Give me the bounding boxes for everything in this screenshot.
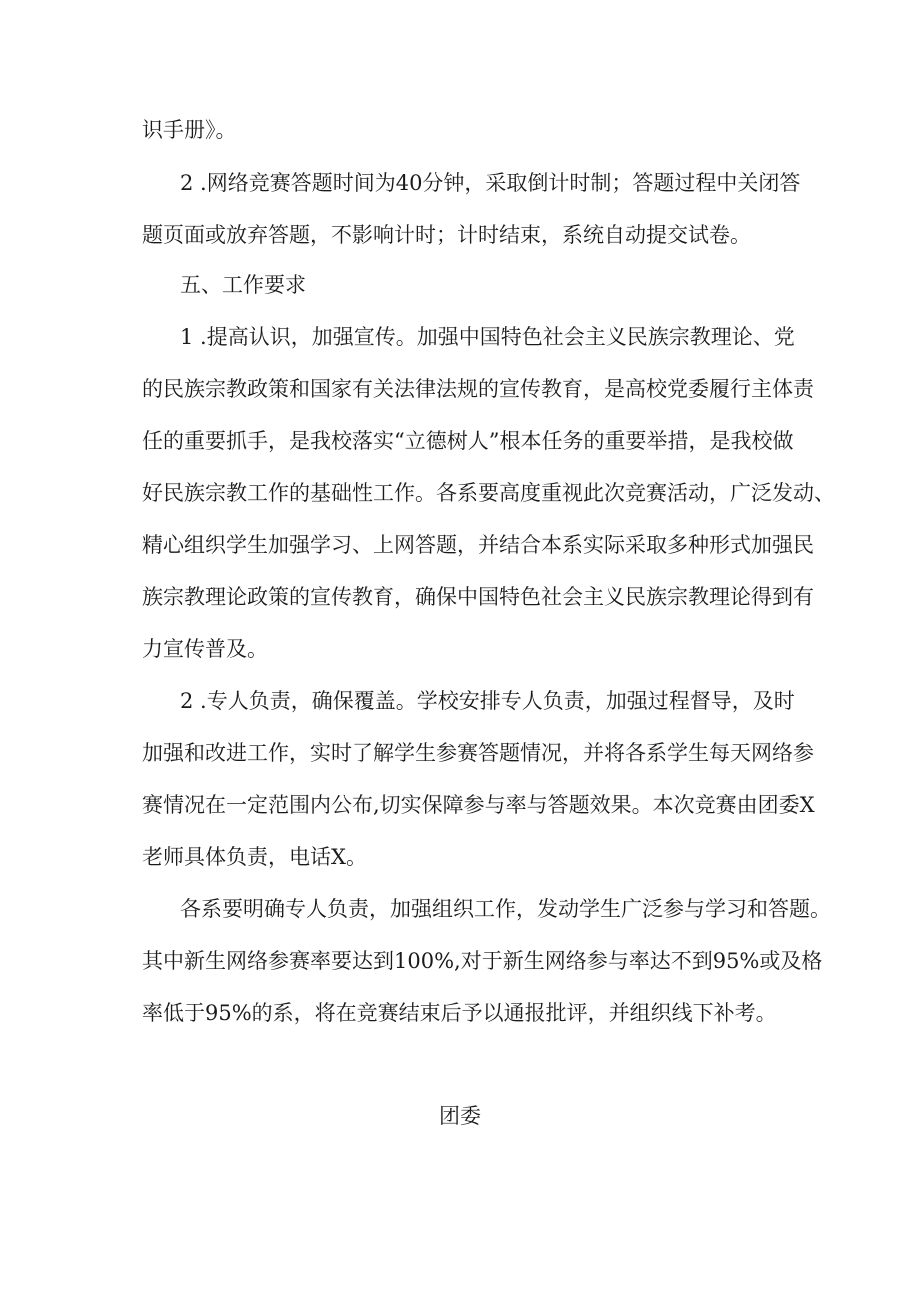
paragraph-line: 的民族宗教政策和国家有关法律法规的宣传教育，是高校党委履行主体责 xyxy=(142,377,814,401)
paragraph-line: 2 .网络竞赛答题时间为40分钟，采取倒计时制；答题过程中关闭答 xyxy=(180,171,801,195)
paragraph-line: 好民族宗教工作的基础性工作。各系要高度重视此次竞赛活动，广泛发动、 xyxy=(142,481,835,505)
paragraph-line: 识手册》。 xyxy=(142,118,237,142)
paragraph-line: 精心组织学生加强学习、上网答题，并结合本系实际采取多种形式加强民 xyxy=(142,533,814,557)
paragraph-line: 各系要明确专人负责，加强组织工作，发动学生广泛参与学习和答题。 xyxy=(180,897,831,921)
signature: 团委 xyxy=(439,1104,481,1128)
paragraph-line: 力宣传普及。 xyxy=(142,637,268,661)
paragraph-line: 老师具体负责，电话X。 xyxy=(142,845,367,869)
paragraph-line: 加强和改进工作，实时了解学生参赛答题情况，并将各系学生每天网络参 xyxy=(142,741,814,765)
paragraph-line: 赛情况在一定范围内公布,切实保障参与率与答题效果。本次竞赛由团委X xyxy=(142,793,815,817)
section-heading: 五、工作要求 xyxy=(180,273,306,297)
paragraph-line: 2 .专人负责，确保覆盖。学校安排专人负责，加强过程督导，及时 xyxy=(180,689,795,713)
paragraph-line: 1 .提高认识，加强宣传。加强中国特色社会主义民族宗教理论、党 xyxy=(180,325,795,349)
paragraph-line: 题页面或放弃答题，不影响计时；计时结束，系统自动提交试卷。 xyxy=(142,223,751,247)
paragraph-line: 其中新生网络参赛率要达到100%,对于新生网络参与率达不到95%或及格 xyxy=(142,949,823,973)
paragraph-line: 率低于95%的系，将在竞赛结束后予以通报批评，并组织线下补考。 xyxy=(142,1001,777,1025)
paragraph-line: 族宗教理论政策的宣传教育，确保中国特色社会主义民族宗教理论得到有 xyxy=(142,585,814,609)
paragraph-line: 任的重要抓手，是我校落实“立德树人”根本任务的重要举措，是我校做 xyxy=(142,429,794,453)
